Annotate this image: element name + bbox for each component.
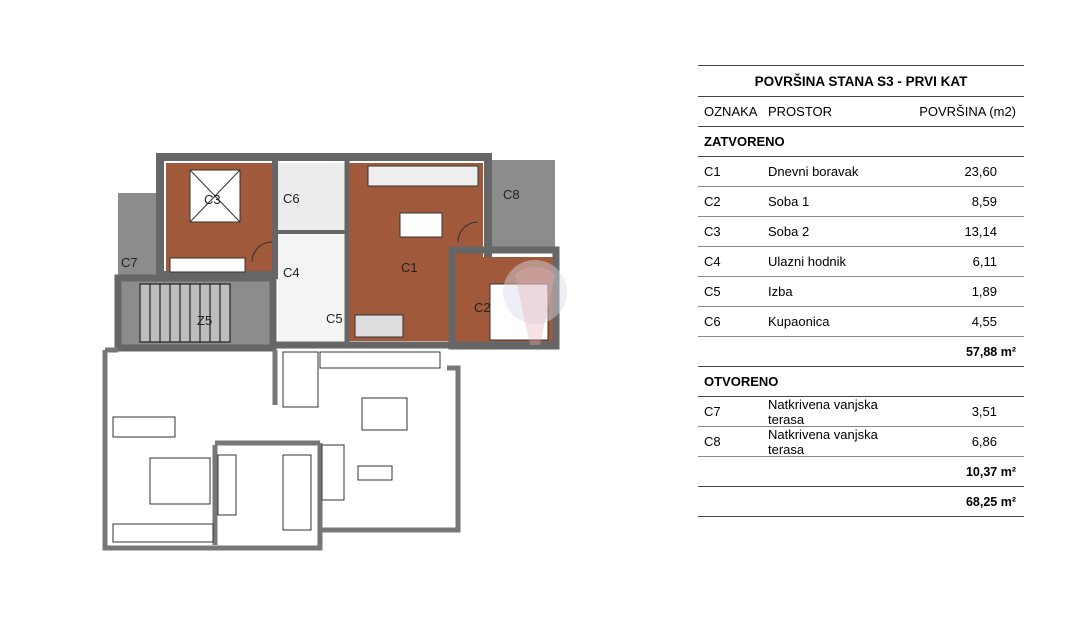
- row-area: 23,60: [964, 164, 997, 179]
- room-label-c2: C2: [474, 300, 491, 315]
- table-row: [698, 427, 1024, 457]
- row-name: Kupaonica: [768, 314, 830, 329]
- row-area: 4,55: [971, 314, 997, 329]
- header-code: OZNAKA: [704, 104, 758, 119]
- table-header: [698, 97, 1024, 127]
- row-area: 8,59: [971, 194, 997, 209]
- row-area: 1,89: [971, 284, 997, 299]
- room-label-c7: C7: [121, 255, 138, 270]
- room-label-c4: C4: [283, 265, 300, 280]
- room-label-c1: C1: [401, 260, 418, 275]
- room-label-c6: C6: [283, 191, 300, 206]
- table-row: [698, 187, 1024, 217]
- row-code: C8: [704, 434, 721, 449]
- sofa-icon: [355, 315, 403, 337]
- section-closed: ZATVORENO: [698, 127, 1024, 157]
- row-name: Soba 2: [768, 224, 810, 239]
- row-code: C5: [704, 284, 721, 299]
- row-code: C2: [704, 194, 721, 209]
- row-name: Natkrivena vanjska terasa: [768, 426, 878, 457]
- closed-total: 57,88 m²: [698, 337, 1024, 367]
- table-row: [698, 217, 1024, 247]
- row-code: C3: [704, 224, 721, 239]
- area-table: [698, 65, 1024, 517]
- table-row: [698, 157, 1024, 187]
- table-title: POVRŠINA STANA S3 - PRVI KAT: [698, 65, 1024, 97]
- row-area: 13,14: [964, 224, 997, 239]
- adjacent-unit: [105, 350, 458, 548]
- row-name: Dnevni boravak: [768, 164, 859, 179]
- header-area: POVRŠINA (m2): [919, 104, 1016, 119]
- row-name: Soba 1: [768, 194, 810, 209]
- section-open: OTVORENO: [698, 367, 1024, 397]
- room-label-c3: C3: [204, 192, 221, 207]
- kitchen-counter-icon: [368, 166, 478, 186]
- closed-rows: [698, 157, 1024, 337]
- dining-table-icon: [400, 213, 442, 237]
- row-code: C6: [704, 314, 721, 329]
- table-row: [698, 247, 1024, 277]
- row-name: Izba: [768, 284, 793, 299]
- table-row: [698, 277, 1024, 307]
- room-label-c8: C8: [503, 187, 520, 202]
- row-code: C7: [704, 404, 721, 419]
- row-area: 3,51: [971, 404, 997, 419]
- header-name: PROSTOR: [768, 104, 833, 119]
- row-code: C4: [704, 254, 721, 269]
- row-name: Natkrivena vanjska terasa: [768, 396, 878, 427]
- terrace-c8: [487, 160, 555, 248]
- open-total: 10,37 m²: [698, 457, 1024, 487]
- row-area: 6,11: [972, 254, 997, 269]
- grand-total: 68,25 m²: [698, 487, 1024, 517]
- row-code: C1: [704, 164, 721, 179]
- open-rows: [698, 397, 1024, 457]
- room-label-c5: C5: [326, 311, 343, 326]
- stairs-icon: [140, 284, 230, 342]
- wardrobe-icon: [170, 258, 245, 272]
- row-name: Ulazni hodnik: [768, 254, 847, 269]
- table-row: [698, 307, 1024, 337]
- table-row: [698, 397, 1024, 427]
- row-area: 6,86: [971, 434, 997, 449]
- room-label-z5: Z5: [197, 313, 213, 328]
